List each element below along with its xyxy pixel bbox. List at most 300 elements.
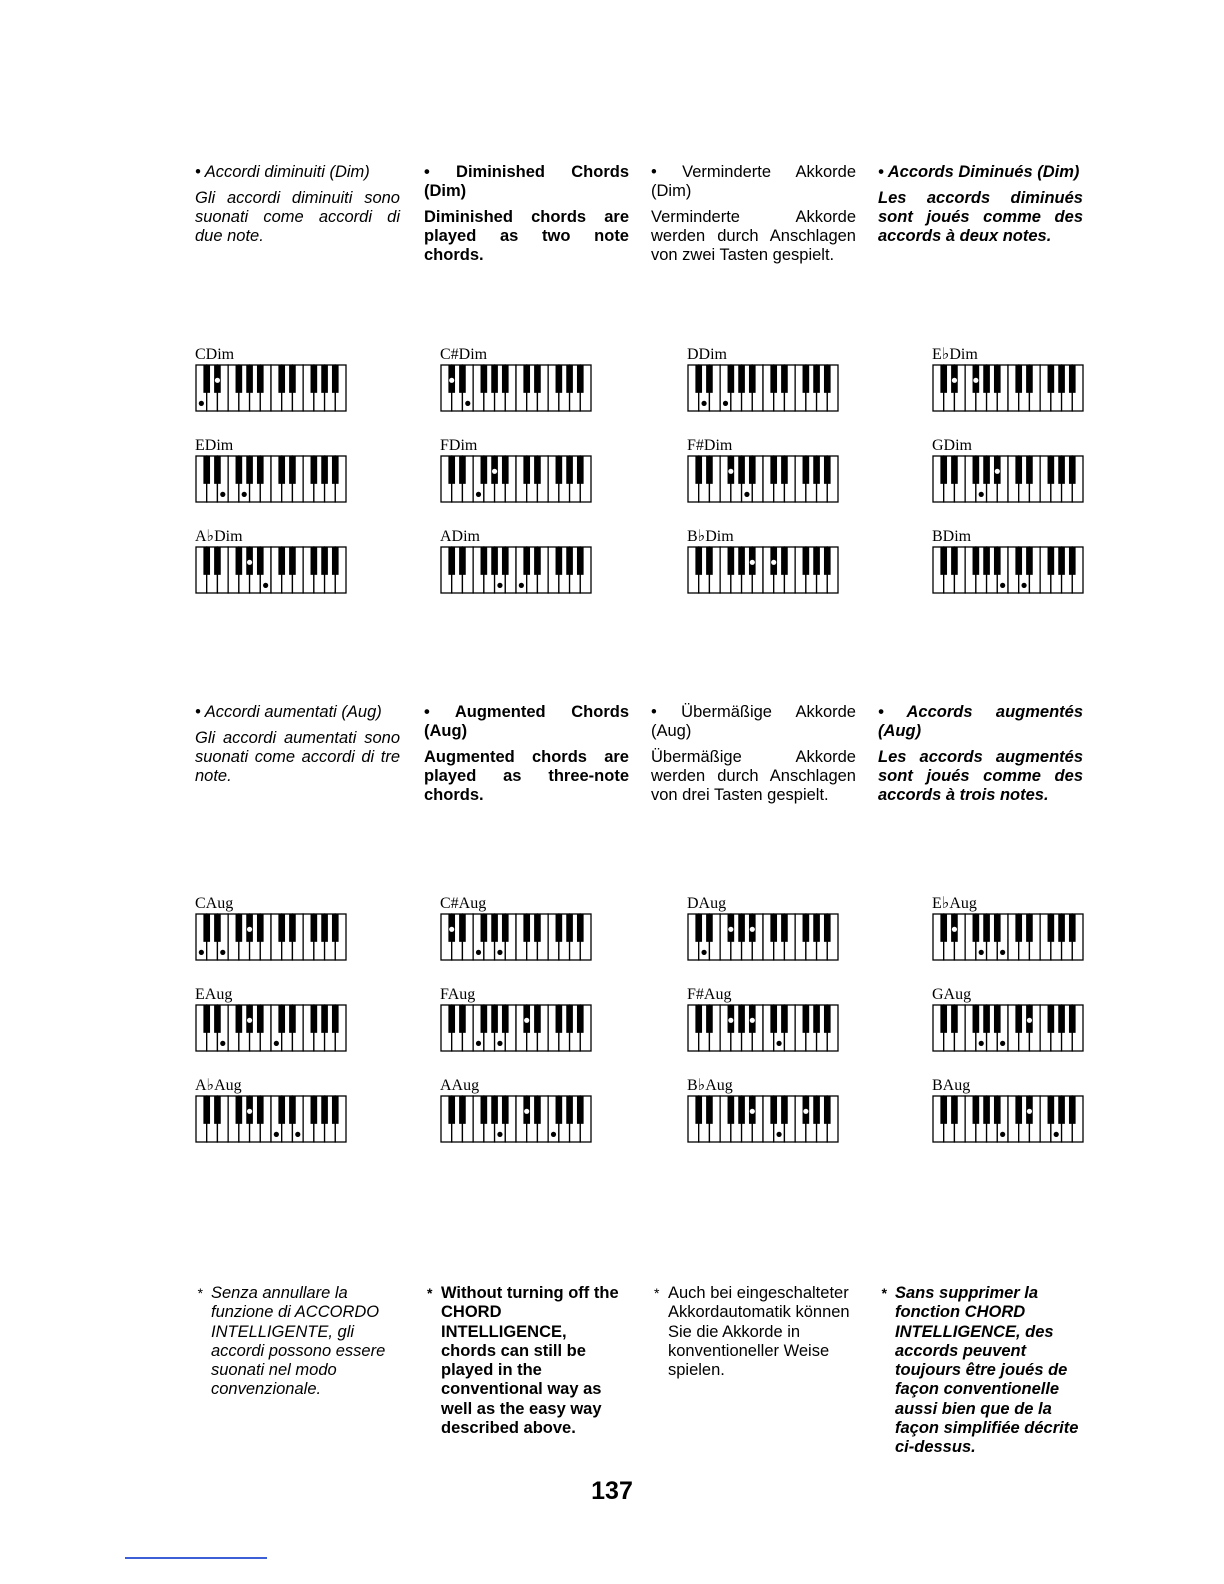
note-dot [476,1041,481,1046]
keyboard-diagram [440,1004,592,1052]
chord-name: DAug [687,895,727,912]
black-key [566,365,573,393]
keyboard-diagram [687,546,839,594]
black-key [1026,547,1033,575]
chord-name: BAug [932,1077,971,1094]
black-key [534,1096,541,1124]
note-dot [750,1109,755,1114]
note-dot [492,469,497,474]
black-key [940,365,947,393]
black-key [803,914,810,942]
black-key [813,914,820,942]
black-key [566,1005,573,1033]
note-dot [1021,583,1026,588]
black-key [1058,547,1065,575]
chord-diagram [687,529,847,594]
aug-heading-it: • Accordi aumentati (Aug) [195,703,382,721]
black-key [973,1005,980,1033]
asterisk-mark: * [427,1285,433,1301]
black-key [1069,1005,1076,1033]
black-key [502,1005,509,1033]
note-dot [776,1041,781,1046]
note-dot [449,378,454,383]
black-key [1058,1096,1065,1124]
black-key [1069,1096,1076,1124]
keyboard-diagram [195,364,347,412]
dim-body-fr: Les accords diminués sont joués comme des accords à deux notes. [878,189,1083,245]
black-key [1058,1005,1065,1033]
black-key [973,914,980,942]
black-key [556,1096,563,1124]
black-key [311,1005,318,1033]
note-dot [728,927,733,932]
note-dot [247,1109,252,1114]
aug-body-fr: Les accords augmentés sont joués comme des accords à trois notes. [878,748,1083,804]
black-key [738,547,745,575]
black-key [481,365,488,393]
chord-diagram [440,987,600,1052]
black-key [491,1005,498,1033]
keyboard-diagram [687,364,839,412]
chord-name: GDim [932,437,972,454]
chord-diagram [932,347,1092,412]
note-dot [247,1018,252,1023]
black-key [577,547,584,575]
footnote-text-fr: Sans supprimer la fonction CHORD INTELLIGENCE, des accords peuvent toujours être joués de façon conventionelle aussi bien que de la façon simplifiée décrite ci-dessus. [895,1284,1079,1457]
black-key [1069,456,1076,484]
black-key [824,1096,831,1124]
black-key [824,914,831,942]
black-key [203,1005,210,1033]
note-dot [1000,1132,1005,1137]
black-key [951,456,958,484]
black-key [459,1096,466,1124]
black-key [491,914,498,942]
black-key [824,365,831,393]
dim-heading-de: • Verminderte Akkorde (Dim) [651,163,856,200]
footnote-italian [197,1284,397,1400]
chord-diagram [687,896,847,961]
black-key [289,456,296,484]
black-key [813,456,820,484]
note-dot [199,401,204,406]
chord-diagram [932,896,1092,961]
black-key [332,456,339,484]
black-key [1015,914,1022,942]
black-key [781,547,788,575]
dim-heading-en: • Diminished Chords (Dim) [424,163,629,200]
chord-name: CDim [195,346,235,363]
footnote-french [881,1284,1079,1458]
chord-name: A♭Dim [195,528,243,545]
black-key [214,1096,221,1124]
chord-name: F#Dim [687,437,733,454]
black-key [246,456,253,484]
black-key [706,1096,713,1124]
black-key [781,365,788,393]
black-key [236,547,243,575]
chord-diagram [195,347,355,412]
black-key [257,547,264,575]
black-key [311,365,318,393]
black-key [278,1096,285,1124]
asterisk-mark: * [654,1285,660,1301]
note-dot [497,1041,502,1046]
note-dot [497,1132,502,1137]
chord-diagram [932,529,1092,594]
note-dot [215,378,220,383]
note-dot [1000,950,1005,955]
black-key [813,1096,820,1124]
black-key [278,456,285,484]
black-key [459,1005,466,1033]
chord-diagram [932,987,1092,1052]
keyboard-diagram [440,546,592,594]
chord-name: AAug [440,1077,480,1094]
keyboard-diagram [932,455,1084,503]
black-key [236,1096,243,1124]
black-key [257,456,264,484]
note-dot [771,560,776,565]
chord-diagram [195,987,355,1052]
chord-name: B♭Dim [687,528,734,545]
black-key [1026,456,1033,484]
black-key [738,456,745,484]
black-key [1069,914,1076,942]
black-key [940,1005,947,1033]
black-key [749,456,756,484]
black-key [459,547,466,575]
aug-text-italian [195,703,400,786]
black-key [566,547,573,575]
black-key [203,456,210,484]
black-key [257,1005,264,1033]
black-key [523,547,530,575]
note-dot [750,560,755,565]
footnote-german [654,1284,854,1380]
black-key [1015,1005,1022,1033]
dim-text-german [651,163,856,265]
black-key [706,365,713,393]
black-key [695,365,702,393]
black-key [824,547,831,575]
black-key [1048,914,1055,942]
black-key [566,914,573,942]
black-key [749,365,756,393]
black-key [973,1096,980,1124]
note-dot [728,469,733,474]
keyboard-diagram [440,364,592,412]
black-key [332,547,339,575]
black-key [203,914,210,942]
black-key [770,1005,777,1033]
black-key [459,914,466,942]
note-dot [723,401,728,406]
black-key [311,914,318,942]
black-key [502,1096,509,1124]
black-key [951,1005,958,1033]
black-key [321,1005,328,1033]
keyboard-diagram [195,546,347,594]
black-key [246,365,253,393]
chord-diagram [687,438,847,503]
black-key [983,914,990,942]
black-key [448,456,455,484]
chord-name: A♭Aug [195,1077,242,1094]
note-dot [524,1018,529,1023]
black-key [534,365,541,393]
black-key [951,1096,958,1124]
black-key [940,547,947,575]
page-number: 137 [591,1477,633,1505]
black-key [940,1096,947,1124]
black-key [813,547,820,575]
black-key [577,456,584,484]
black-key [311,456,318,484]
black-key [770,914,777,942]
note-dot [750,1018,755,1023]
black-key [556,1005,563,1033]
chord-diagram [440,347,600,412]
dim-text-french [878,163,1083,246]
footnote-text-en: Without turning off the CHORD INTELLIGENCE, chords can still be played in the conventional way as well as the easy way described above. [441,1284,619,1438]
note-dot [1027,1109,1032,1114]
black-key [448,1096,455,1124]
black-key [236,914,243,942]
black-key [502,456,509,484]
chord-name: GAug [932,986,972,1003]
black-key [803,547,810,575]
black-key [803,456,810,484]
footnote-english [427,1284,623,1438]
note-dot [263,583,268,588]
aug-heading-en: • Augmented Chords (Aug) [424,703,629,740]
black-key [781,1005,788,1033]
black-key [813,365,820,393]
black-key [257,365,264,393]
chord-diagram [195,529,355,594]
black-key [695,1005,702,1033]
note-dot [995,469,1000,474]
black-key [236,456,243,484]
note-dot [497,583,502,588]
note-dot [242,492,247,497]
note-dot [776,1132,781,1137]
black-key [502,365,509,393]
chord-diagram [440,1078,600,1143]
aug-body-en: Augmented chords are played as three-note chords. [424,748,629,804]
chord-diagram [195,1078,355,1143]
note-dot [979,950,984,955]
black-key [994,365,1001,393]
black-key [983,1096,990,1124]
note-dot [220,492,225,497]
black-key [813,1005,820,1033]
dim-text-italian [195,163,400,246]
black-key [983,456,990,484]
black-key [214,456,221,484]
black-key [1069,365,1076,393]
keyboard-diagram [932,1004,1084,1052]
chord-diagram [687,347,847,412]
chord-name: FAug [440,986,476,1003]
keyboard-diagram [687,455,839,503]
black-key [577,914,584,942]
note-dot [449,927,454,932]
keyboard-diagram [932,546,1084,594]
black-key [556,365,563,393]
black-key [1069,547,1076,575]
black-key [289,1005,296,1033]
black-key [278,914,285,942]
note-dot [465,401,470,406]
black-key [332,1005,339,1033]
black-key [738,1096,745,1124]
black-key [973,547,980,575]
black-key [770,456,777,484]
chord-name: EAug [195,986,233,1003]
black-key [973,456,980,484]
black-key [321,914,328,942]
black-key [738,1005,745,1033]
aug-heading-de: • Übermäßige Akkorde (Aug) [651,703,856,740]
keyboard-diagram [932,913,1084,961]
note-dot [952,927,957,932]
black-key [1058,456,1065,484]
chord-name: EDim [195,437,234,454]
black-key [770,365,777,393]
keyboard-diagram [195,1095,347,1143]
black-key [770,1096,777,1124]
black-key [1048,1005,1055,1033]
black-key [983,547,990,575]
black-key [459,456,466,484]
note-dot [247,560,252,565]
black-key [203,547,210,575]
black-key [556,914,563,942]
black-key [824,456,831,484]
black-key [214,914,221,942]
dim-body-it: Gli accordi diminuiti sono suonati come accordi di due note. [195,189,400,245]
black-key [321,365,328,393]
note-dot [1054,1132,1059,1137]
aug-body-it: Gli accordi aumentati sono suonati come accordi di tre note. [195,729,400,785]
note-dot [220,950,225,955]
black-key [781,456,788,484]
note-dot [973,378,978,383]
black-key [534,456,541,484]
footnote-text-de: Auch bei eingeschalteter Akkordautomatik können Sie die Akkorde in konventioneller Weise spielen. [668,1284,850,1380]
dim-body-en: Diminished chords are played as two note chords. [424,208,629,264]
black-key [448,1005,455,1033]
black-key [1015,547,1022,575]
black-key [577,1096,584,1124]
black-key [781,914,788,942]
keyboard-diagram [195,455,347,503]
dim-text-english [424,163,629,265]
dim-body-de: Verminderte Akkorde werden durch Anschlagen von zwei Tasten gespielt. [651,208,856,264]
black-key [321,1096,328,1124]
note-dot [744,492,749,497]
black-key [706,456,713,484]
keyboard-diagram [687,1095,839,1143]
black-key [534,914,541,942]
chord-diagram [440,896,600,961]
black-key [1048,456,1055,484]
chord-name: B♭Aug [687,1077,733,1094]
black-key [695,456,702,484]
note-dot [803,1109,808,1114]
black-key [706,1005,713,1033]
black-key [1015,365,1022,393]
black-key [481,456,488,484]
black-key [534,547,541,575]
black-key [556,456,563,484]
black-key [738,365,745,393]
chord-name: C#Dim [440,346,488,363]
black-key [695,914,702,942]
chord-diagram [440,438,600,503]
note-dot [524,1109,529,1114]
black-key [257,1096,264,1124]
black-key [502,914,509,942]
chord-name: E♭Dim [932,346,978,363]
black-key [824,1005,831,1033]
keyboard-diagram [932,364,1084,412]
footer-rule [125,1557,267,1559]
keyboard-diagram [195,913,347,961]
black-key [728,1096,735,1124]
note-dot [701,950,706,955]
note-dot [476,950,481,955]
note-dot [220,1041,225,1046]
black-key [523,456,530,484]
black-key [566,456,573,484]
chord-diagram [195,438,355,503]
black-key [278,547,285,575]
aug-text-english [424,703,629,805]
keyboard-diagram [932,1095,1084,1143]
footnote-text-it: Senza annullare la funzione di ACCORDO INTELLIGENTE, gli accordi possono essere suonati nel modo convenzionale. [211,1284,386,1399]
black-key [311,547,318,575]
chord-diagram [195,896,355,961]
black-key [481,547,488,575]
chord-name: C#Aug [440,895,487,912]
black-key [803,1005,810,1033]
note-dot [952,378,957,383]
chord-diagram [932,438,1092,503]
chord-diagram [932,1078,1092,1143]
note-dot [199,950,204,955]
dim-heading-it: • Accordi diminuiti (Dim) [195,163,370,181]
note-dot [750,927,755,932]
note-dot [476,492,481,497]
black-key [1048,1096,1055,1124]
asterisk-mark: * [197,1285,203,1301]
aug-text-german [651,703,856,805]
black-key [203,365,210,393]
black-key [728,547,735,575]
black-key [214,1005,221,1033]
black-key [332,1096,339,1124]
note-dot [1027,1018,1032,1023]
aug-body-de: Übermäßige Akkorde werden durch Anschlagen von drei Tasten gespielt. [651,748,856,804]
chord-name: E♭Aug [932,895,977,912]
black-key [994,1005,1001,1033]
black-key [203,1096,210,1124]
black-key [491,547,498,575]
black-key [214,547,221,575]
